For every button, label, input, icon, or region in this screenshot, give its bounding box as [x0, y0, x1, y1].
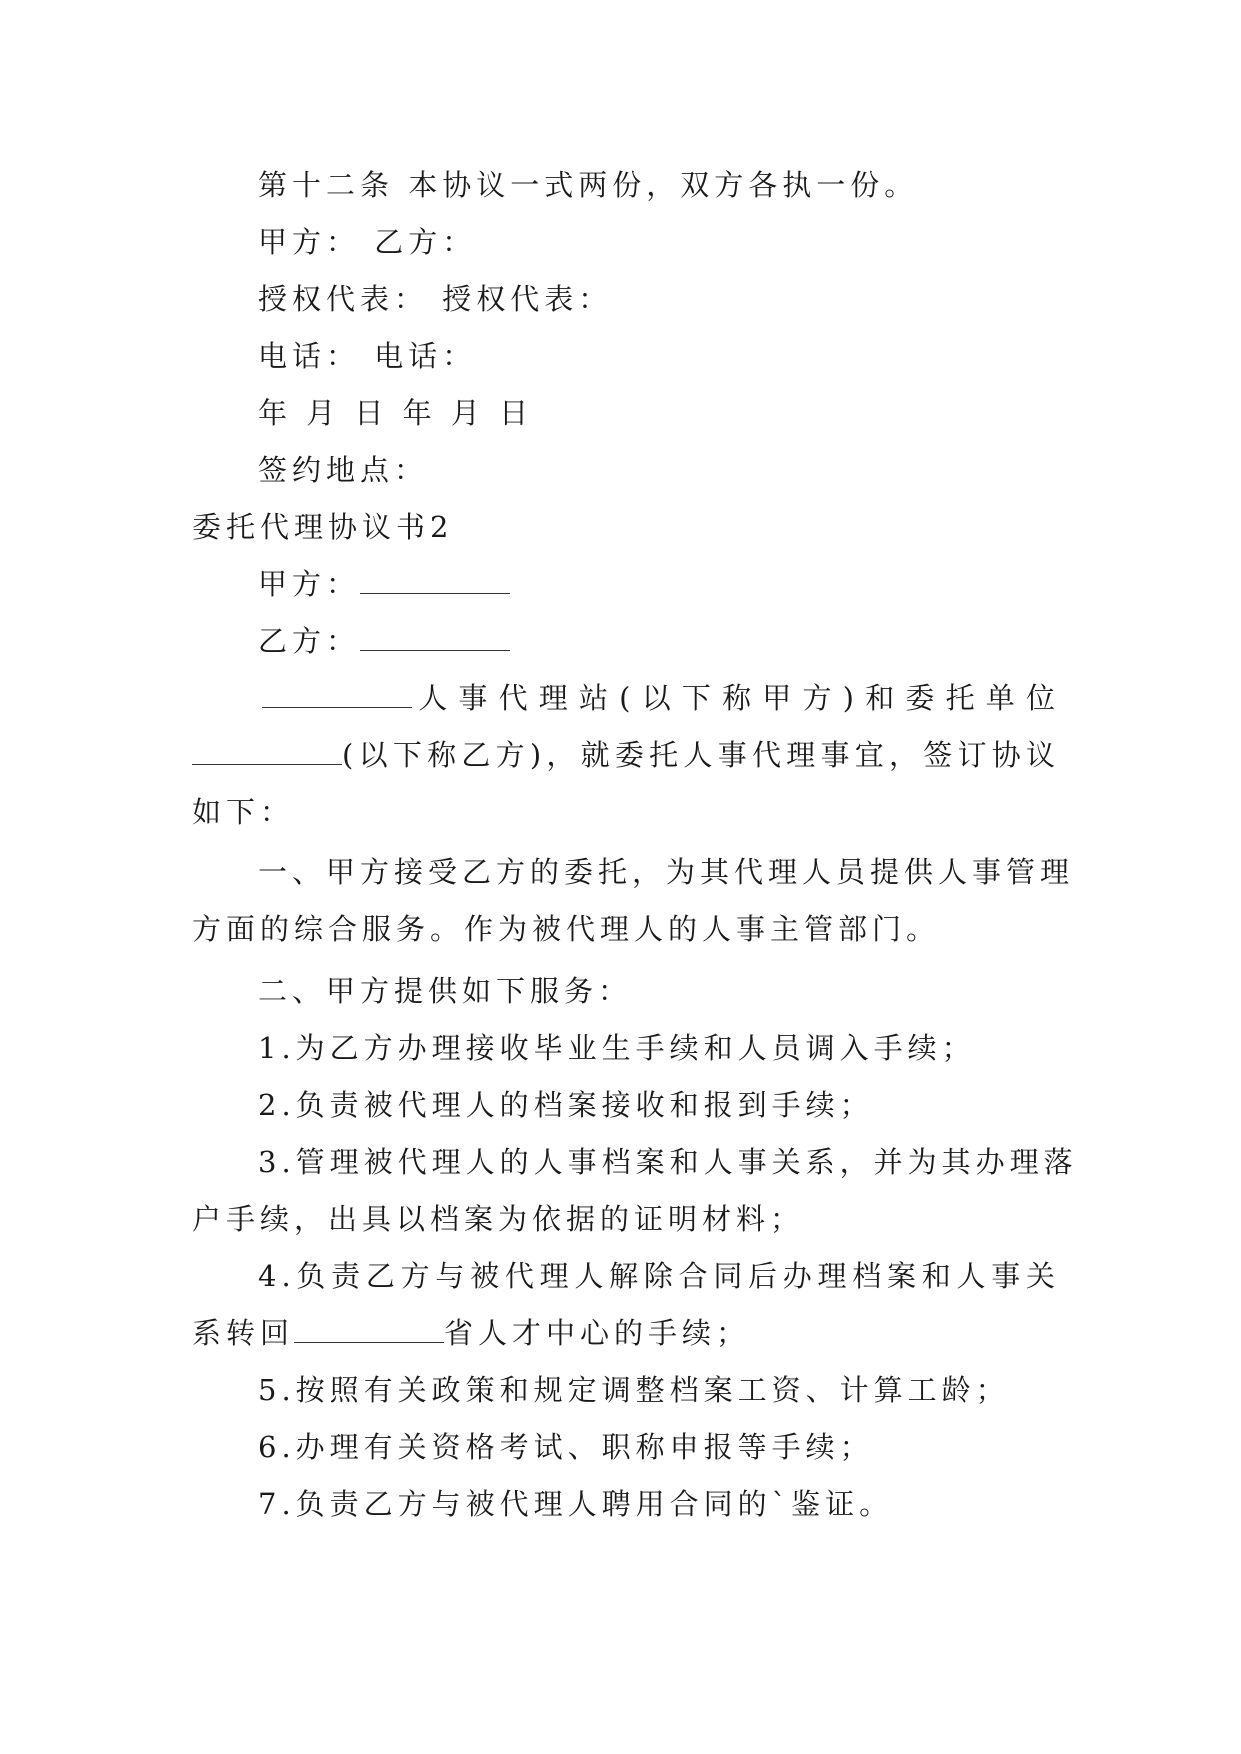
service-item-6: 6.办理有关资格考试、职称申报等手续； [258, 1430, 874, 1464]
party-b-blank [360, 620, 510, 651]
representative-labels-line: 授权代表： 授权代表： [258, 282, 613, 316]
preamble-text-1: 人事代理站(以下称甲方)和委托单位 [412, 681, 1060, 715]
clause-2-heading: 二、甲方提供如下服务： [258, 974, 633, 1008]
agreement-2-title: 委托代理协议书2 [192, 510, 454, 544]
unit-blank [192, 734, 342, 765]
preamble-line-1 [262, 669, 1060, 727]
service-item-4-line-1: 4.负责乙方与被代理人解除合同后办理档案和人事关 [258, 1259, 1060, 1293]
signing-place-line: 签约地点： [258, 453, 429, 487]
service-item-3-line-2: 户手续，出具以档案为依据的证明材料； [192, 1202, 805, 1236]
clause-1-line-1: 一、甲方接受乙方的委托，为其代理人员提供人事管理 [258, 855, 1075, 889]
date-labels-line: 年 月 日 年 月 日 [258, 396, 534, 430]
service-item-2: 2.负责被代理人的档案接收和报到手续； [258, 1088, 874, 1122]
service-item-5: 5.按照有关政策和规定调整档案工资、计算工龄； [258, 1373, 1010, 1407]
party-labels-line: 甲方： 乙方： [258, 225, 477, 259]
service-item-1: 1.为乙方办理接收毕业生手续和人员调入手续； [258, 1031, 976, 1065]
preamble-line-3: 如下： [192, 795, 295, 829]
talent-center-blank [294, 1312, 444, 1343]
party-a-label: 甲方： [258, 567, 361, 601]
article-12-line: 第十二条 本协议一式两份，双方各执一份。 [258, 168, 919, 202]
party-a-line [258, 555, 1060, 613]
service-item-4-text-b: 省人才中心的手续； [444, 1316, 751, 1350]
service-item-3-line-1: 3.管理被代理人的人事档案和人事关系，并为其办理落 [258, 1145, 1078, 1179]
service-item-7: 7.负责乙方与被代理人聘用合同的`鉴证。 [258, 1487, 894, 1521]
preamble-text-2: (以下称乙方)，就委托人事代理事宜，签订协议 [342, 738, 1060, 772]
party-b-line [258, 612, 1060, 670]
agency-blank [262, 677, 412, 708]
preamble-line-2 [192, 726, 1060, 784]
clause-1-line-2: 方面的综合服务。作为被代理人的人事主管部门。 [192, 912, 941, 946]
party-b-label: 乙方： [258, 624, 361, 658]
service-item-4-text-a: 系转回 [192, 1316, 295, 1350]
phone-labels-line: 电话： 电话： [258, 339, 477, 373]
service-item-4-line-2 [192, 1304, 1060, 1362]
party-a-blank [360, 563, 510, 594]
